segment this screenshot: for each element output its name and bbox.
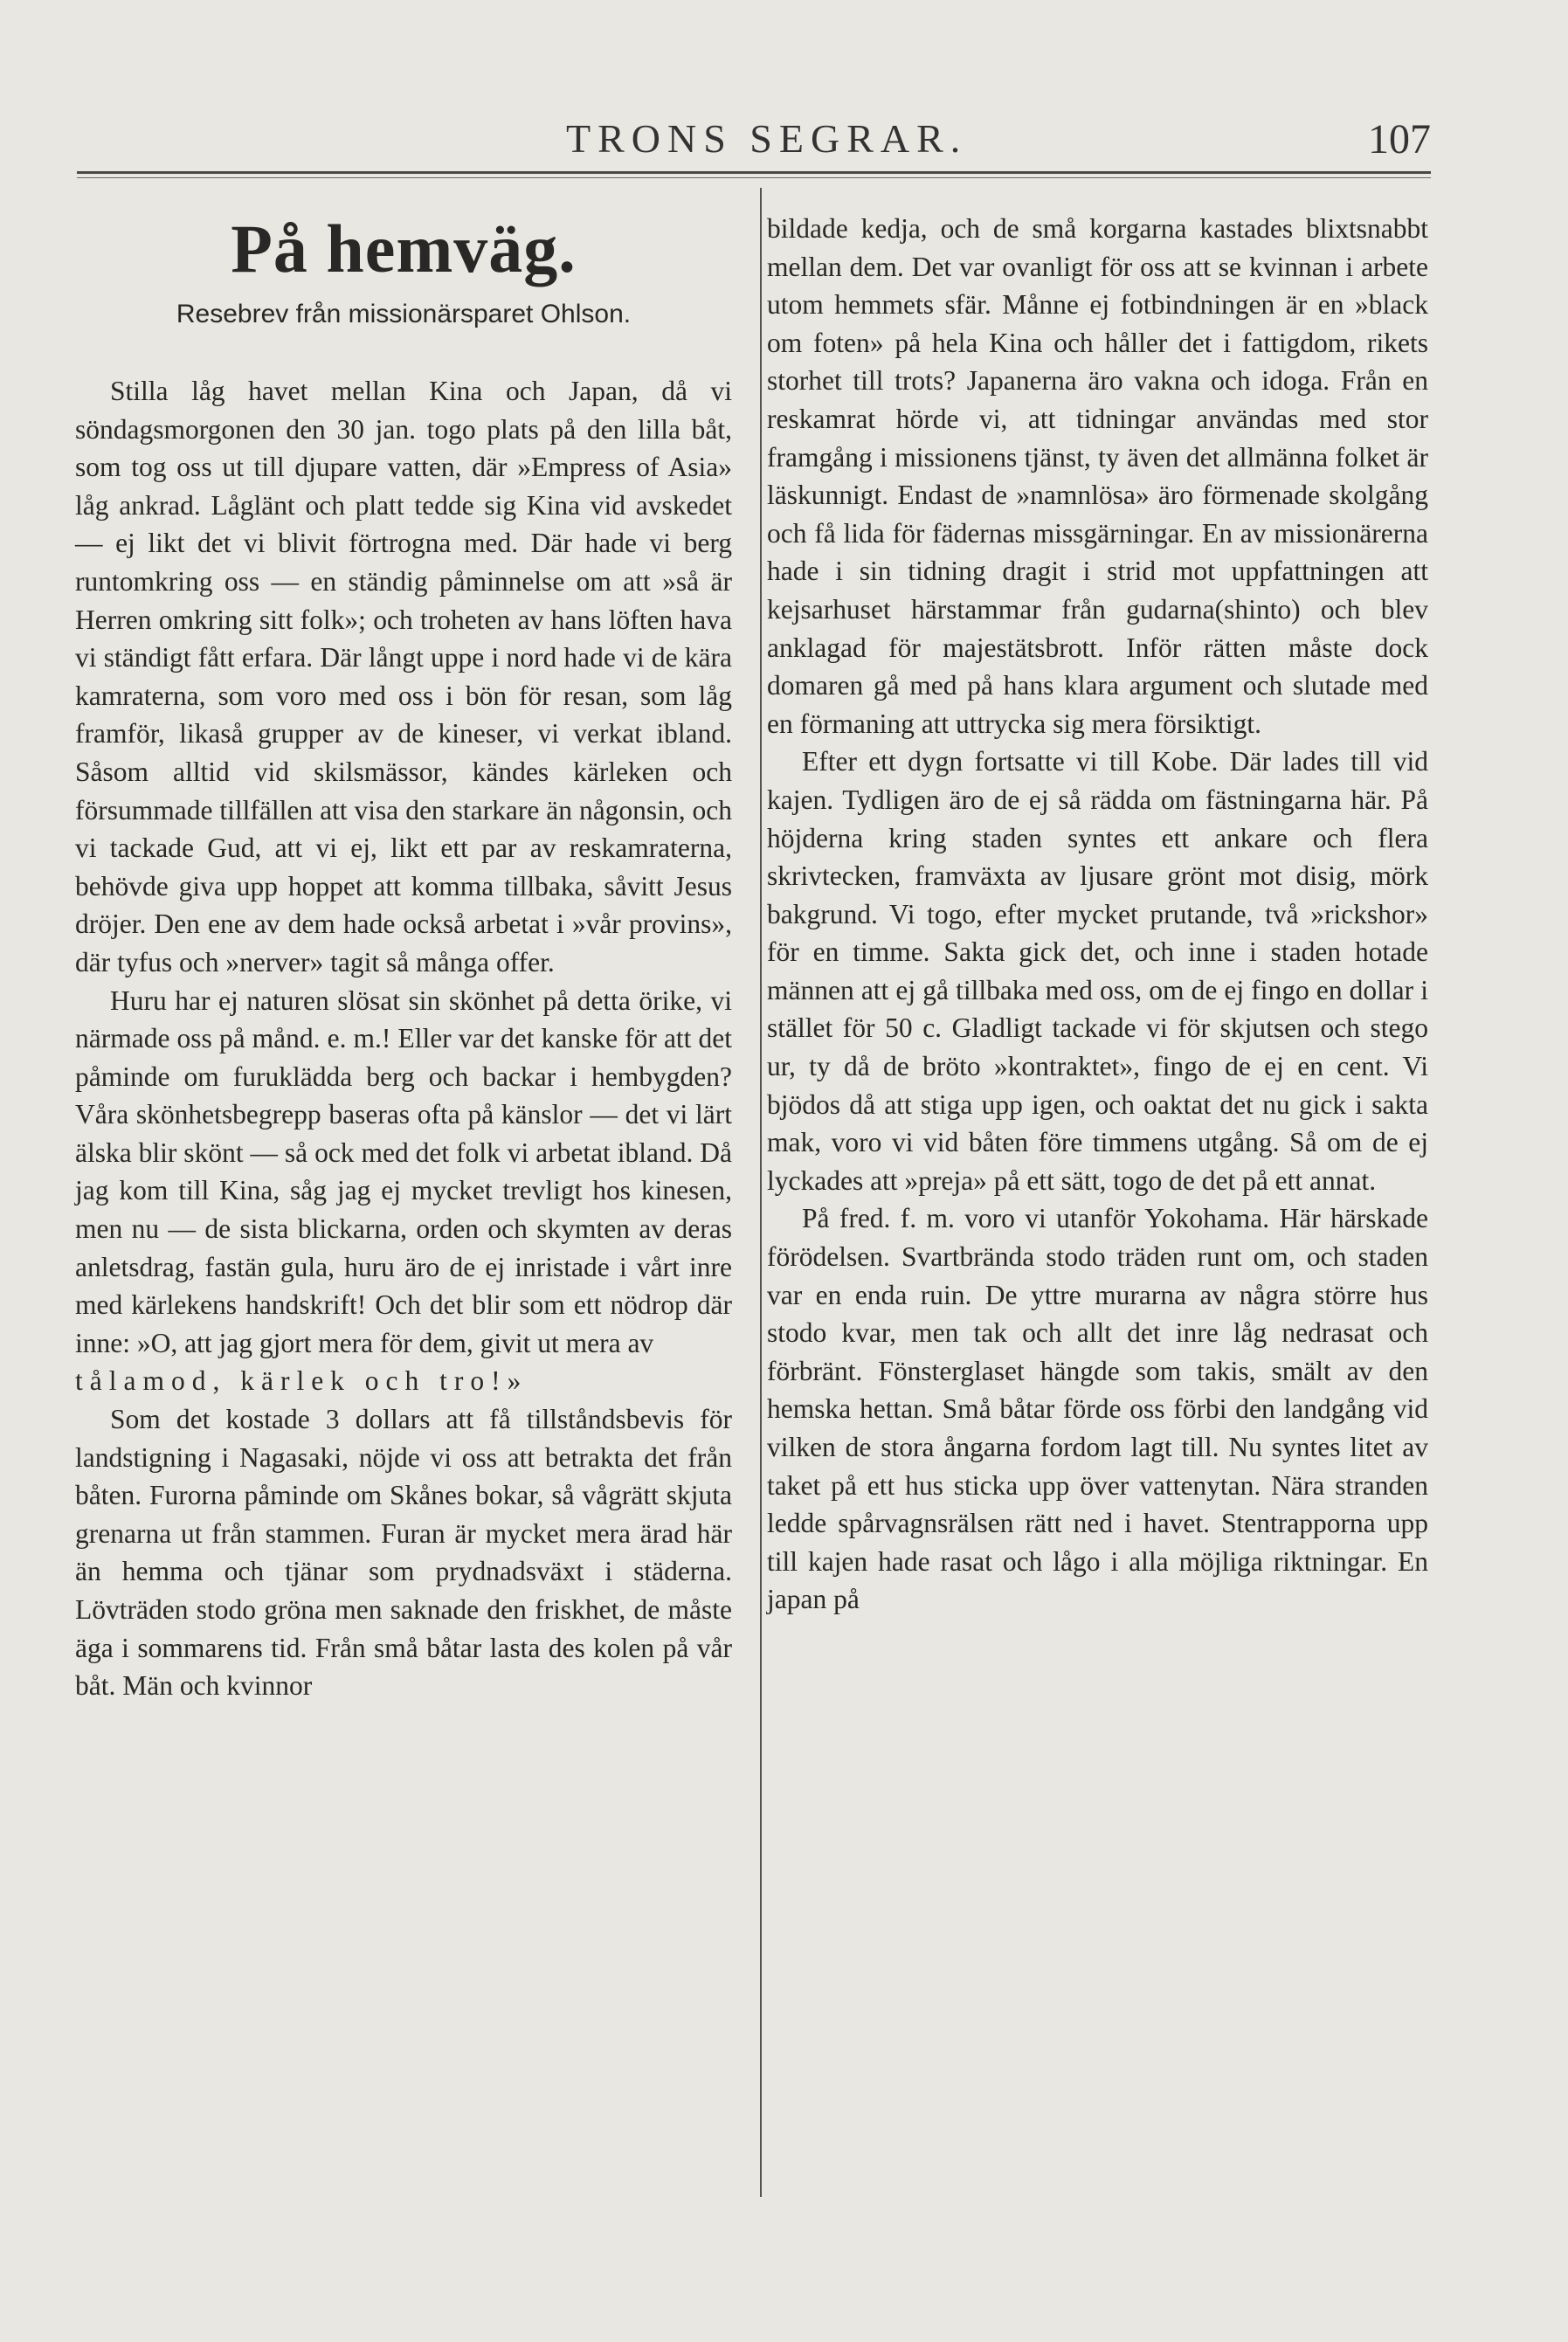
paragraph: På fred. f. m. voro vi utanför Yokohama. Här härskade förödelsen. Svartbrända stodo träden runt om, och staden var en enda ruin. De yttre murarna av några större hus stodo kvar, men tak och allt det inre låg nedrasat och förbränt. Fönsterglaset hängde som takis, smält av den hemska hettan. Små båtar förde oss förbi den landgång vid vilken de stora ångarna fordom lagt till. Nu syntes litet av taket på ett hus sticka upp över vattenytan. Nära stranden ledde spårvagnsrälsen rätt ned i havet. Stentrapporna upp till kajen hade rasat och lågo i alla möjliga riktningar. En japan på: [767, 1203, 1428, 1615]
article-subtitle: Resebrev från missionärsparet Ohlson.: [176, 300, 632, 328]
paragraph: Som det kostade 3 dollars att få tillståndsbevis för landstigning i Nagasaki, nöjde vi oss att betrakta det från båten. Furorna påminde om Skånes bokar, så vågrätt skjuta grenarna ut från stammen. Furan är mycket mera ärad här än hemma och tjänar som prydnadsväxt i städerna. Lövträden stodo gröna men saknade den friskhet, de måste äga i sommarens tid. Från små båtar lasta des kolen på vår båt. Män och kvinnor: [75, 1404, 732, 1702]
running-title: TRONS SEGRAR.: [566, 116, 968, 161]
paragraph: [75, 1362, 732, 1400]
column-divider: [760, 188, 762, 2197]
right-column: [767, 210, 1428, 1619]
paragraph: Stilla låg havet mellan Kina och Japan, då vi söndagsmorgonen den 30 jan. togo plats på den lilla båt, som tog oss ut till djupare vatten, där »Empress of Asia» låg ankrad. Låglänt och platt tedde sig Kina vid avskedet — ej likt det vi blivit förtrogna med. Där hade vi berg runtomkring oss — en ständig påminnelse om att »så är Herren omkring sitt folk»; och troheten av hans löften hava vi ständigt fått erfara. Där långt uppe i nord hade vi de kära kamraterna, som voro med oss i bön för resan, som låg framför, likaså grupper av de kineser, vi verkat ibland. Såsom alltid vid skilsmässor, kändes kärleken och försummade tillfällen att visa den starkare än någonsin, och vi tackade Gud, att vi ej, likt ett par av reskamraterna, behövde giva upp hoppet att komma tillbaka, såvitt Jesus dröjer. Den ene av dem hade också arbetat i »vår provins», där tyfus och »nerver» tagit så många offer.: [75, 376, 732, 978]
left-column: [75, 210, 732, 1705]
article-title: På hemväg.: [231, 211, 577, 287]
paragraph: Huru har ej naturen slösat sin skönhet på detta örike, vi närmade oss på månd. e. m.! Eller var det kanske för att det påminde om furuklädda berg och backar i hembygden? Våra skönhetsbegrepp baseras ofta på känslor — det vi lärt älska blir skönt — så ock med det folk vi arbetat ibland. Då jag kom till Kina, såg jag ej mycket trevligt hos kinesen, men nu — de sista blickarna, orden och skymten av deras anletsdrag, fastän gula, huru äro de ej inristade i vårt inre med kärlekens handskrift! Och det blir som ett nödrop där inne: »O, att jag gjort mera för dem, givit ut mera av: [75, 984, 732, 1358]
header-rule-thin: [77, 177, 1431, 178]
paragraph: bildade kedja, och de små korgarna kastades blixtsnabbt mellan dem. Det var ovanligt för oss att se kvinnan i arbete utom hemmets sfär. Månne ej fotbindningen är en »black om foten» på hela Kina och håller det i fattigdom, rikets storhet till trots? Japanerna äro vakna och idoga. Från en reskamrat hörde vi, att tidningar användas med stor framgång i missionens tjänst, ty även det allmänna folket är läskunnigt. Endast de »namnlösa» äro förmenade skolgång och få lida för fädernas missgärningar. En av missionärerna hade i sin tidning dragit i strid mot uppfattningen att kejsarhuset härstammar från gudarna(shinto) och blev anklagad för majestätsbrott. Inför rätten måste dock domaren gå med på hans klara argument och slutade med en förmaning att uttrycka sig mera försiktigt.: [767, 213, 1428, 739]
page-number: 107: [1368, 116, 1431, 162]
page-header: [77, 115, 1431, 166]
header-rule: [77, 171, 1431, 174]
spaced-phrase: tålamod, kärlek och tro!»: [75, 1365, 528, 1397]
paragraph: Efter ett dygn fortsatte vi till Kobe. Där lades till vid kajen. Tydligen äro de ej så rädda om fästningarna här. På höjderna kring staden syntes ett ankare och flera skrivtecken, framväxta av ljusare grönt mot disig, mörk bakgrund. Vi togo, efter mycket prutande, två »rickshor» för en timme. Sakta gick det, och inne i staden hotade männen att ej gå tillbaka med oss, om de ej fingo en dollar i stället för 50 c. Gladligt tackade vi för skjutsen och stego ur, ty då de bröto »kontraktet», fingo de ej en cent. Vi bjödos då att stiga upp igen, och oaktat det nu gick i sakta mak, voro vi vid båten före timmens utgång. Så om de ej lyckades att »preja» på ett sätt, togo de det på ett annat.: [767, 746, 1428, 1196]
